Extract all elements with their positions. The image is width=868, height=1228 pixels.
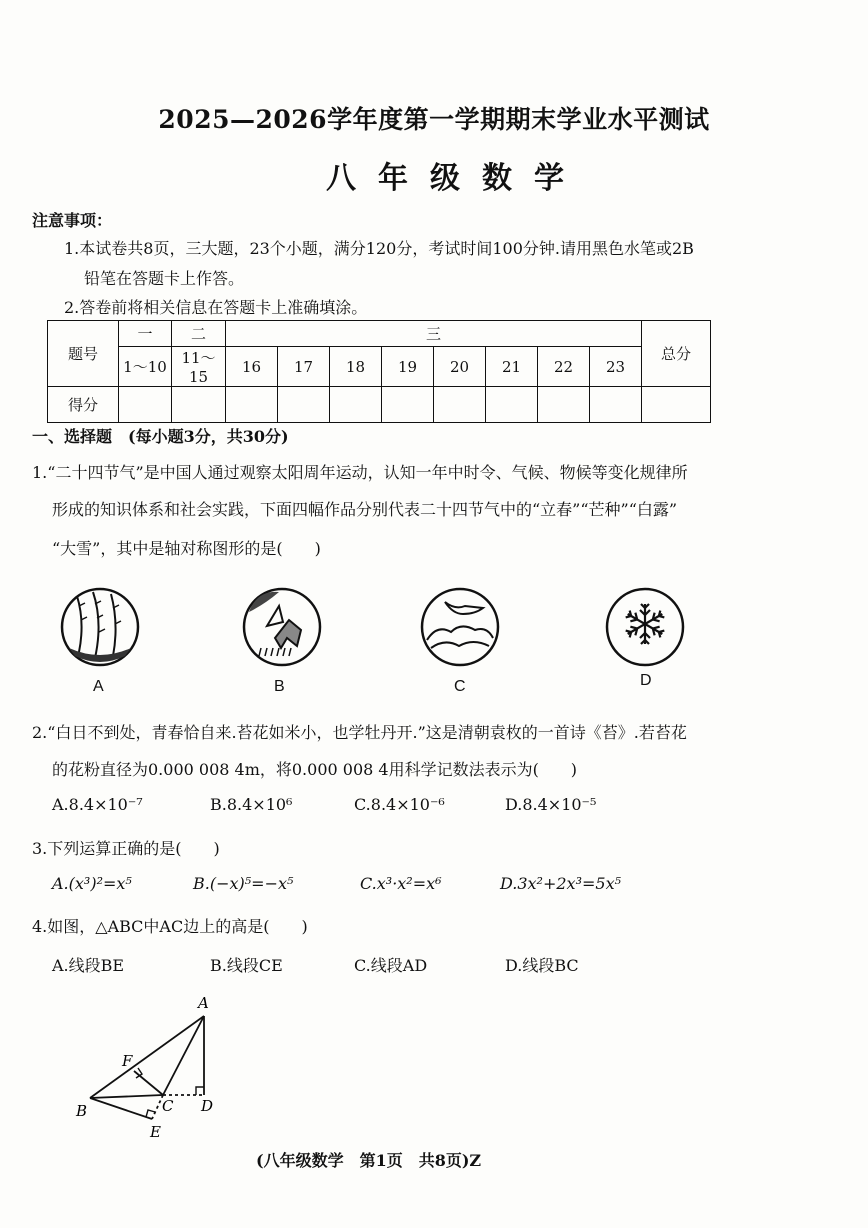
score-table-col: 18: [330, 347, 382, 387]
line-cf: [134, 1071, 163, 1095]
line-ab: [90, 1016, 204, 1098]
q2-option-a: A.8.4×10⁻⁷: [52, 795, 143, 814]
q4-option-b: B.线段CE: [210, 956, 283, 975]
notice-item-1-line-1: 1.本试卷共8页，三大题，23个小题，满分120分，考试时间100分钟.请用黑色水笔或2B: [64, 239, 694, 258]
notice-heading: 注意事项：: [32, 211, 113, 230]
q4-triangle-figure: [70, 990, 240, 1150]
q1-line-3: “大雪”，其中是轴对称图形的是( ): [52, 539, 321, 558]
q1-line-2: 形成的知识体系和社会实践，下面四幅作品分别代表二十四节气中的“立春”“芒种”“白露”: [52, 500, 678, 519]
q3-option-a: A.(x³)²=x⁵: [52, 874, 132, 893]
q1-label-d: D: [640, 672, 652, 689]
q2-option-b: B.8.4×10⁶: [210, 795, 293, 814]
score-table: [47, 320, 711, 423]
score-cell: [172, 387, 226, 423]
q1-label-b: B: [274, 678, 285, 695]
score-table-label-number: 题号: [48, 321, 119, 387]
q1-figure-a: [55, 582, 145, 672]
score-cell: [642, 387, 711, 423]
page-footer: (八年级数学 第1页 共8页)Z: [256, 1151, 482, 1170]
score-table-col: 20: [434, 347, 486, 387]
q4-option-a: A.线段BE: [52, 956, 125, 975]
q1-label-c: C: [454, 678, 466, 695]
q4-option-d: D.线段BC: [505, 956, 579, 975]
point-label-d: D: [201, 1097, 214, 1115]
point-label-f: F: [122, 1052, 133, 1070]
score-cell: [226, 387, 278, 423]
q1-line-1: 1.“二十四节气”是中国人通过观察太阳周年运动，认知一年中时令、气候、物候等变化规律所: [32, 463, 688, 482]
line-be: [90, 1098, 152, 1119]
score-table-group-1: 一: [119, 321, 172, 347]
q2-line-1: 2.“白日不到处，青春恰自来.苔花如米小，也学牡丹开.”这是清朝袁枚的一首诗《苔》.若苔花: [32, 723, 687, 742]
score-cell: [590, 387, 642, 423]
q3-stem: 3.下列运算正确的是( ): [32, 839, 220, 858]
score-cell: [434, 387, 486, 423]
score-cell: [119, 387, 172, 423]
score-cell: [382, 387, 434, 423]
line-bc: [90, 1095, 163, 1098]
section-1-heading: 一、选择题 (每小题3分，共30分): [32, 427, 289, 446]
score-cell: [486, 387, 538, 423]
point-label-a: A: [198, 994, 209, 1012]
score-table-col: 17: [278, 347, 330, 387]
notice-item-2: 2.答卷前将相关信息在答题卡上准确填涂。: [64, 298, 368, 317]
notice-item-1-line-2: 铅笔在答题卡上作答。: [84, 269, 245, 288]
q1-figure-b: [237, 582, 327, 672]
score-table-total: 总分: [642, 321, 711, 387]
q4-stem: 4.如图，△ABC中AC边上的高是( ): [32, 917, 308, 936]
score-table-col: 23: [590, 347, 642, 387]
score-table-label-score: 得分: [48, 387, 119, 423]
q2-line-2: 的花粉直径为0.000 008 4m，将0.000 008 4用科学记数法表示为( ): [52, 760, 578, 779]
q1-figure-c: [415, 582, 505, 672]
score-cell: [538, 387, 590, 423]
score-table-col: 21: [486, 347, 538, 387]
line-ac: [163, 1016, 204, 1095]
q4-option-c: C.线段AD: [354, 956, 428, 975]
score-table-col: 16: [226, 347, 278, 387]
score-table-col: 22: [538, 347, 590, 387]
point-label-b: B: [76, 1102, 88, 1120]
q2-option-d: D.8.4×10⁻⁵: [505, 795, 597, 814]
score-cell: [278, 387, 330, 423]
exam-subject: 八年级数学: [326, 161, 586, 196]
score-table-col: 1～10: [119, 347, 172, 387]
score-table-col: 19: [382, 347, 434, 387]
q2-option-c: C.8.4×10⁻⁶: [354, 795, 445, 814]
exam-title: 2025—2026学年度第一学期期末学业水平测试: [158, 105, 710, 134]
point-label-c: C: [162, 1097, 174, 1115]
q1-label-a: A: [93, 678, 104, 695]
score-table-group-2: 二: [172, 321, 226, 347]
score-table-group-3: 三: [226, 321, 642, 347]
score-cell: [330, 387, 382, 423]
q3-option-c: C.x³·x²=x⁶: [360, 874, 442, 893]
point-label-e: E: [150, 1123, 161, 1141]
score-table-col: 11～15: [172, 347, 226, 387]
q1-figure-d: [600, 582, 690, 672]
q3-option-b: B.(−x)⁵=−x⁵: [193, 874, 294, 893]
q3-option-d: D.3x²+2x³=5x⁵: [500, 874, 622, 893]
